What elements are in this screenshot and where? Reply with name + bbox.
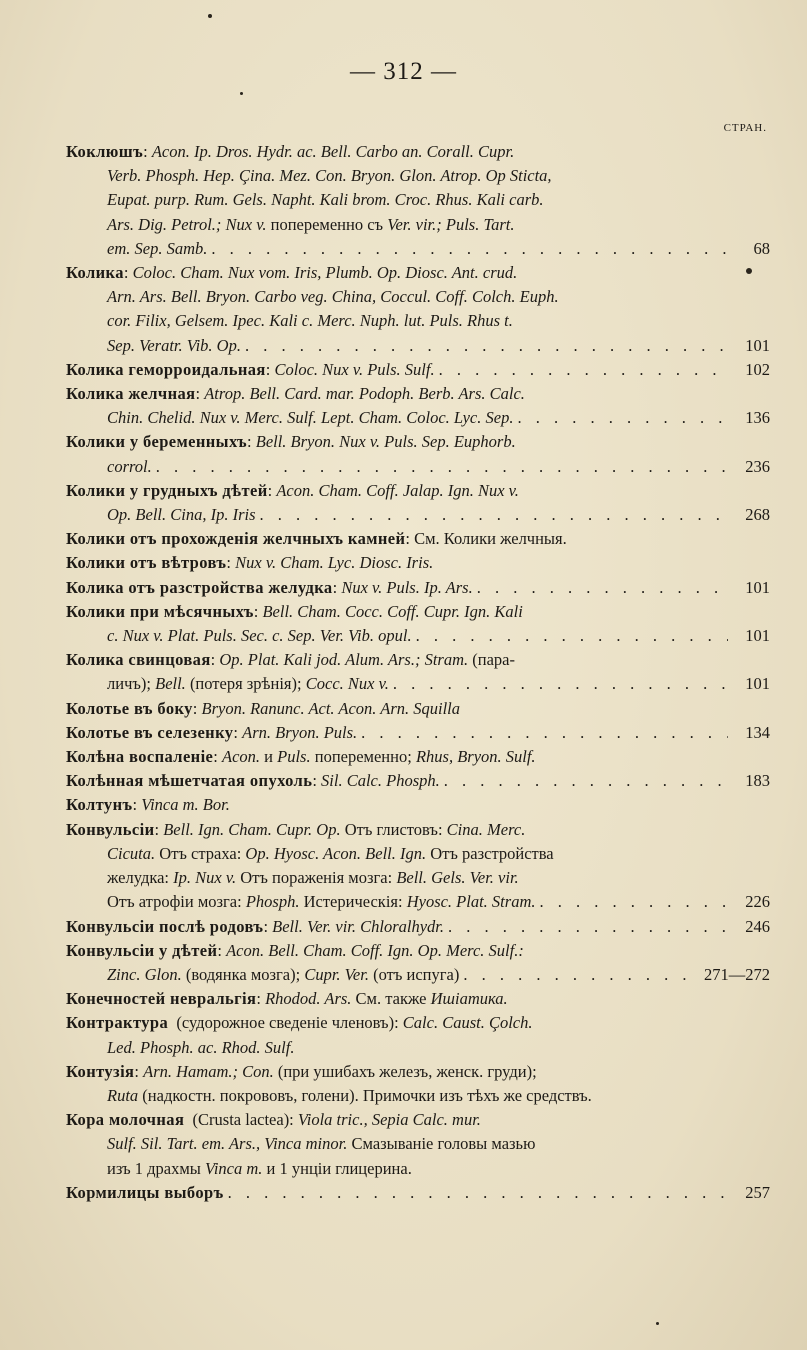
index-entry [66,769,770,793]
entry-text: (потеря зрѣнія); [189,674,306,694]
remedy-names: Rhodod. Ars. [265,989,356,1009]
dot-leader [444,915,728,939]
entry-line [66,188,770,212]
remedy-names: Op. Plat. Kali jod. Alum. Ars.; Stram. [219,650,473,670]
index-entry [66,793,770,817]
entry-heading: Колика отъ разстройства желудка [66,577,333,597]
entry-line [66,551,770,575]
dot-leader [241,334,728,358]
entry-heading: Колика свинцовая [66,650,211,670]
entry-heading: Конечностей невральгія [66,989,257,1009]
page-reference: 226 [745,892,770,912]
page-reference: 101 [745,626,770,646]
paper-speck [208,14,212,18]
entry-text: (надкостн. покрововъ, голени). Примочки изъ тѣхъ же средствъ. [142,1085,592,1105]
entry-line [66,1036,770,1060]
entry-text: (пара- [472,650,515,670]
entry-line [66,842,770,866]
remedy-names: Acon. [222,747,265,767]
entry-text: : [247,432,256,452]
index-entries [66,140,770,1205]
index-entry [66,576,770,600]
entry-line [66,213,770,237]
entry-text: попеременно съ [270,214,388,234]
remedy-names: Arn. Ars. Bell. Bryon. Carbo veg. China, Coccul. Coff. Colch. Euph. [107,287,559,307]
entry-text: : [253,601,263,621]
index-entry [66,745,770,769]
entry-line [66,1060,770,1084]
entry-text: : [210,650,220,670]
remedy-names: Bell. Gels. Ver. vir. [396,868,519,888]
index-entry [66,1181,770,1205]
entry-text: желудка: [107,868,174,888]
entry-line [66,455,770,479]
entry-line [66,697,770,721]
remedy-names: Bell. Ver. vir. Chloralhydr. [272,916,445,936]
remedy-names: Verb. Phosph. Hep. Çina. Mez. Con. Bryon. Glon. Atrop. Op Sticta, [107,166,552,186]
entry-heading: Колика [66,263,124,283]
entry-text: : [256,989,266,1009]
entry-text: : [192,698,202,718]
dot-leader [535,890,728,914]
entry-line [66,769,770,793]
entry-heading: Колики отъ вѣтровъ [66,553,227,573]
remedy-names: Cina. Merc. [446,819,526,839]
entry-line [66,1011,770,1035]
remedy-names: Arn. Hamam.; Con. [143,1061,278,1081]
entry-heading: Колотье въ боку [66,698,193,718]
entry-text: : См. Колики желчныя. [405,529,567,549]
remedy-names: Coloc. Nux v. Puls. Sulf. [274,359,435,379]
entry-line [66,382,770,406]
remedy-names: Op. Bell. Cina, Ip. Iris [107,505,256,525]
entry-line [66,285,770,309]
entry-line [66,866,770,890]
entry-text: : [267,480,277,500]
index-entry [66,697,770,721]
entry-line [66,334,770,358]
entry-text: изъ 1 драхмы [107,1158,205,1178]
index-entry [66,939,770,987]
entry-text: попеременно; [314,747,416,767]
entry-text: : [123,263,133,283]
remedy-names: Eupat. purp. Rum. Gels. Napht. Kali brom. Croc. Rhus. Kali carb. [107,190,544,210]
entry-line [66,237,770,261]
entry-heading: Колики у беременныхъ [66,432,248,452]
page-reference: 102 [745,359,770,379]
entry-line [66,818,770,842]
entry-heading: Колики при мѣсячныхъ [66,601,254,621]
entry-line [66,309,770,333]
remedy-names: Arn. Bryon. Puls. [242,722,358,742]
remedy-names: Vinca m. Bor. [141,795,230,815]
entry-text: личъ); [107,674,156,694]
entry-heading: Колики у грудныхъ дѣтей [66,480,268,500]
remedy-names: Ишіатика. [430,989,508,1009]
index-entry [66,915,770,939]
remedy-names: Acon. Bell. Cham. Coff. Ign. Op. Merc. Sulf.: [226,940,524,960]
entry-text: : [263,916,273,936]
entry-line [66,406,770,430]
entry-text: Отъ глистовъ: [344,819,447,839]
entry-heading: Колика геморроидальная [66,359,266,379]
page-reference: 268 [745,505,770,525]
entry-line [66,793,770,817]
paper-speck [656,1322,659,1325]
entry-line [66,1108,770,1132]
entry-line [66,672,770,696]
page-reference: 136 [745,408,770,428]
remedy-names: Hyosc. Plat. Stram. [406,892,536,912]
index-entry [66,818,770,915]
remedy-names: Led. Phosph. ac. Rhod. Sulf. [107,1037,295,1057]
page-reference: 68 [753,238,770,258]
remedy-names: Cicuta. [107,843,160,863]
entry-heading: Колтунъ [66,795,133,815]
page-reference: 236 [745,456,770,476]
index-entry [66,721,770,745]
entry-line [66,1181,770,1205]
index-entry [66,140,770,261]
entry-text: : [132,795,142,815]
entry-text: : [226,553,236,573]
dot-leader [152,455,728,479]
remedy-names: Phosph. [245,892,304,912]
entry-line [66,430,770,454]
index-entry [66,648,770,696]
entry-line [66,600,770,624]
index-entry [66,261,770,358]
entry-text: Отъ страха: [159,843,246,863]
entry-text: : [143,142,152,161]
entry-text: Смазываніе головы мазью [351,1134,536,1154]
page-reference: 271—272 [704,964,770,984]
paper-speck [746,268,752,274]
entry-line [66,1084,770,1108]
index-entry [66,358,770,382]
entry-line [66,527,770,551]
page-column-label: СТРАН. [723,122,767,134]
remedy-names: Atrop. Bell. Card. mar. Podoph. Berb. Ars. Calc. [204,384,525,404]
remedy-names: Cocc. Nux v. [305,674,389,694]
entry-text: и 1 унціи глицерина. [266,1158,412,1178]
entry-line [66,503,770,527]
index-entry [66,600,770,648]
entry-line [66,939,770,963]
remedy-names: corrol. [107,456,152,476]
remedy-names: Sep. Veratr. Vib. Op. [107,335,241,355]
page-reference: 246 [745,916,770,936]
page-reference: 183 [745,771,770,791]
entry-text: (водянка мозга); [185,964,305,984]
entry-line [66,479,770,503]
remedy-names: Calc. Caust. Çolch. [402,1013,533,1033]
entry-heading: Колики отъ прохожденія желчныхъ камней [66,529,406,549]
dot-leader [256,503,729,527]
index-entry [66,987,770,1011]
entry-text: Отъ атрофіи мозга: [107,892,246,912]
entry-text: : [233,722,243,742]
remedy-names: Rhus, Bryon. Sulf. [415,747,536,767]
remedy-names: Chin. Chelid. Nux v. Merc. Sulf. Lept. Cham. Coloc. Lyc. Sep. [107,408,514,428]
page-reference: 101 [745,577,770,597]
remedy-names: Ip. Nux v. [173,868,241,888]
dot-leader [459,963,686,987]
entry-heading: Контрактура [66,1013,169,1033]
remedy-names: Ars. Dig. Petrol.; Nux v. [107,214,271,234]
remedy-names: Bell. Cham. Cocc. Coff. Cupr. Ign. Kali [262,601,523,621]
remedy-names: Bell. [155,674,190,694]
paper-speck [240,92,243,95]
dot-leader [357,721,728,745]
entry-text: : [265,359,275,379]
entry-line [66,1132,770,1156]
remedy-names: Sulf. Sil. Tart. em. Ars., Vinca minor. [107,1134,352,1154]
entry-line [66,1157,770,1181]
remedy-names: Ruta [107,1085,143,1105]
entry-text: Отъ пораженія мозга: [240,868,397,888]
index-entry [66,479,770,527]
entry-heading: Колѣна воспаленіе [66,747,214,767]
remedy-names: Bryon. Ranunc. Act. Acon. Arn. Squilla [201,698,460,718]
remedy-names: Acon. Cham. Coff. Jalap. Ign. Nux v. [276,480,519,500]
index-entry [66,1011,770,1059]
remedy-names: Vinca m. [204,1158,267,1178]
remedy-names: Coloc. Cham. Nux vom. Iris, Plumb. Op. Diosc. Ant. crud. [132,263,518,283]
entry-heading: Колика желчная [66,384,196,404]
entry-text: (судорожное сведеніе членовъ): [168,1013,403,1033]
entry-text: : [217,940,227,960]
entry-text: : [154,819,164,839]
dot-leader [440,769,728,793]
dot-leader [435,358,728,382]
entry-line [66,987,770,1011]
entry-line [66,576,770,600]
entry-text: : [213,747,223,767]
remedy-names: c. Nux v. Plat. Puls. Sec. c. Sep. Ver. Vib. opul. [107,626,412,646]
remedy-names: Nux v. Puls. Ip. Ars. [341,577,473,597]
remedy-names: Zinc. Glon. [107,964,186,984]
index-entry [66,551,770,575]
remedy-names: Op. Hyosc. Acon. Bell. Ign. [245,843,431,863]
index-entry [66,1060,770,1108]
entry-text: : [134,1061,144,1081]
page-reference: 134 [745,722,770,742]
entry-heading: Колотье въ селезенку [66,722,234,742]
entry-heading: Кора молочная [66,1110,185,1130]
remedy-names: Bell. Bryon. Nux v. Puls. Sep. Euphorb. [255,432,516,452]
entry-text: (при ушибахъ железъ, женск. груди); [277,1061,537,1081]
page-reference: 101 [745,335,770,355]
remedy-names: em. Sep. Samb. [107,238,208,258]
index-entry [66,527,770,551]
entry-heading: Конвульсіи послѣ родовъ [66,916,264,936]
entry-heading: Коклюшъ [66,142,144,161]
entry-text: : [195,384,205,404]
entry-text: (отъ испуга) [373,964,460,984]
remedy-names: Ver. vir.; Puls. Tart. [387,214,515,234]
dot-leader [412,624,728,648]
remedy-names: Bell. Ign. Cham. Cupr. Op. [163,819,345,839]
entry-line [66,261,770,285]
remedy-names: Cupr. Ver. [304,964,374,984]
remedy-names: Puls. [277,747,315,767]
entry-line [66,745,770,769]
page-reference: 257 [745,1182,770,1202]
entry-line [66,890,770,914]
index-entry [66,430,770,478]
entry-line [66,624,770,648]
index-entry [66,1108,770,1181]
remedy-names: Viola tric., Sepia Calc. mur. [297,1110,481,1130]
entry-text: : [332,577,342,597]
dot-leader [389,672,728,696]
dot-leader [473,576,728,600]
entry-line [66,358,770,382]
entry-heading: Конвульсіи у дѣтей [66,940,218,960]
entry-text: См. также [355,989,431,1009]
remedy-names: Nux v. Cham. Lyc. Diosc. Iris. [235,553,434,573]
dot-leader [207,237,728,261]
entry-line [66,963,770,987]
entry-line [66,164,770,188]
page-reference: 101 [745,674,770,694]
entry-heading: Колѣнная мѣшетчатая опухоль [66,771,313,791]
remedy-names: Sil. Calc. Phosph. [321,771,440,791]
remedy-names: cor. Filix, Gelsem. Ipec. Kali c. Merc. Nuph. lut. Puls. Rhus t. [107,311,513,331]
entry-heading: Конвульсіи [66,819,155,839]
entry-heading: Кормилицы выборъ [66,1182,224,1202]
entry-line [66,648,770,672]
index-entry [66,382,770,430]
entry-line [66,915,770,939]
entry-heading: Контузія [66,1061,135,1081]
page-number: — 312 — [350,58,457,85]
entry-text: Истерическія: [303,892,407,912]
dot-leader [224,1181,728,1205]
entry-text: (Crusta lactea): [184,1110,298,1130]
entry-text: Отъ разстройства [430,843,554,863]
remedy-names: Acon. Ip. Dros. Hydr. ac. Bell. Carbo an. Corall. Cupr. [151,142,515,161]
entry-line [66,721,770,745]
entry-line [66,140,770,164]
entry-text: и [264,747,278,767]
entry-text: : [312,771,322,791]
dot-leader [513,406,728,430]
